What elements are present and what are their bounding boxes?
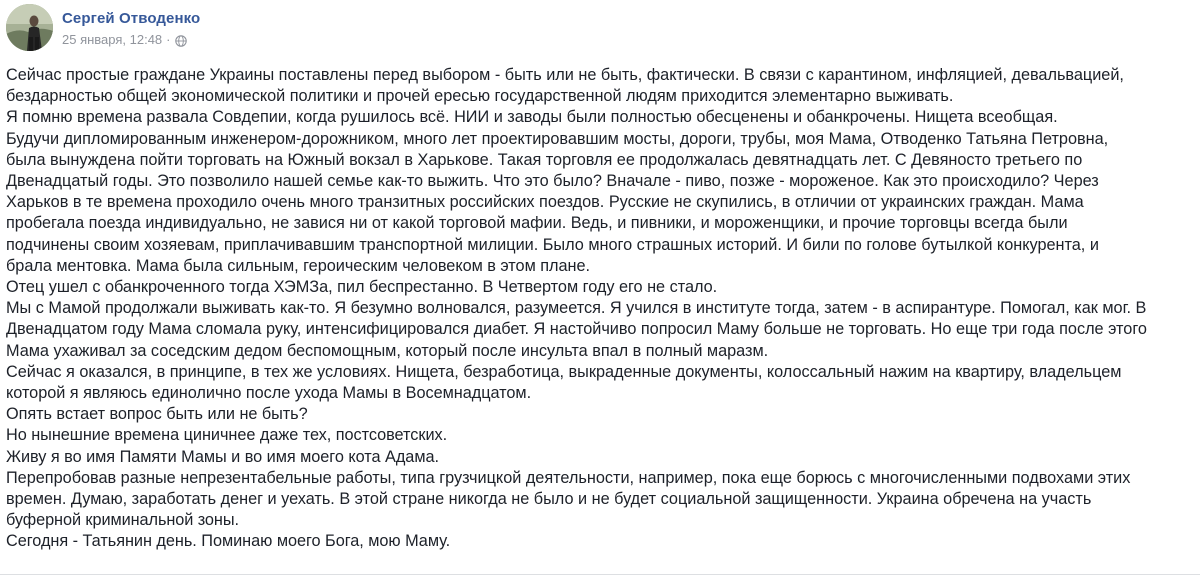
post-line: была вынуждена пойти торговать на Южный вокзал в Харькове. Такая торговля ее продолжалась девятнадцать лет. С Девяносто третьего по <box>6 150 1083 169</box>
post-line: пробегала поезда индивидуально, не завися ни от какой торговой мафии. Ведь, и пивники, и мороженщики, и прочие торговцы всегда были <box>6 214 1068 233</box>
post-line: брала ментовка. Мама была сильным, героическим человеком в этом плане. <box>6 256 591 275</box>
post-line: Двенадцатом году Мама сломала руку, интенсифицировался диабет. Я настойчиво попросил Маму больше не торговать. Но еще три года после этого <box>6 320 1147 339</box>
post-body <box>6 65 1196 553</box>
post-line: Мы с Мамой продолжали выживать как-то. Я безумно волновался, разумеется. Я учился в институте тогда, затем - в аспирантуре. Помогал, как мог. В <box>6 299 1147 318</box>
post-line: Живу я во имя Памяти Мамы и во имя моего кота Адама. <box>6 447 439 466</box>
post-line: Сейчас простые граждане Украины поставлены перед выбором - быть или не быть, фактически. В связи с карантином, инфляцией, девальвацией, <box>6 66 1124 84</box>
post-line: Отец ушел с обанкроченного тогда ХЭМЗа, пил беспрестанно. В Четвертом году его не стало. <box>6 278 718 297</box>
post-line: Перепробовав разные непрезентабельные работы, типа грузчицкой деятельности, например, пока еще борюсь с многочисленными подвохами этих <box>6 468 1131 487</box>
avatar-photo-icon <box>6 4 53 51</box>
post-line: подчинены своим хозяевам, приплачивавшим транспортной милиции. Было много страшных историй. И били по голове бутылкой конкурента, и <box>6 235 1099 254</box>
post-line: буферной криминальной зоны. <box>6 511 239 530</box>
post-timestamp[interactable]: 25 января, 12:48 <box>62 32 163 47</box>
post-line: Но нынешние времена циничнее даже тех, постсоветских. <box>6 426 448 445</box>
post-header <box>6 4 200 52</box>
post-line: которой я являюсь единолично после ухода Мамы в Восемнадцатом. <box>6 384 532 403</box>
globe-icon[interactable] <box>175 34 187 46</box>
post-line: Сейчас я оказался, в принципе, в тех же условиях. Нищета, безработица, выкраденные документы, колоссальный нажим на квартиру, владельцем <box>6 362 1122 381</box>
post-line: бездарностью общей экономической политики и прочей ересью государственной людям приходится элементарно выживать. <box>6 87 954 106</box>
post-line: Сегодня - Татьянин день. Поминаю моего Бога, мою Маму. <box>6 532 451 551</box>
meta-row <box>62 32 200 48</box>
post-line: Мама ухаживал за соседским дедом беспомощным, который после инсульта впал в полный маразм. <box>6 341 769 360</box>
post-divider <box>0 574 1200 575</box>
post-line: Харьков в те времена проходило очень много транзитных российских поездов. Русские не скупились, в отличии от украинских граждан. Мама <box>6 193 1084 212</box>
post-line: Двенадцатый годы. Это позволило нашей семье как-то выжить. Что это было? Вначале - пиво, позже - мороженое. Как это происходило? Через <box>6 172 1099 191</box>
author-name-link[interactable]: Сергей Отводенко <box>62 10 201 27</box>
meta-separator: · <box>166 32 171 47</box>
post-line: времен. Думаю, заработать денег и уехать. В этой стране никогда не было и не будет социальной защищенности. Украина обречена на участь <box>6 490 1092 509</box>
post-meta <box>62 4 200 48</box>
author-avatar[interactable] <box>6 4 53 51</box>
post-line: Я помню времена развала Совдепии, когда рушилось всё. НИИ и заводы были полностью обесценены и обанкрочены. Нищета всеобщая. <box>6 108 1058 127</box>
post-line: Будучи дипломированным инженером-дорожником, много лет проектировавшим мосты, дороги, трубы, моя Мама, Отводенко Татьяна Петровна, <box>6 129 1109 148</box>
post-line: Опять встает вопрос быть или не быть? <box>6 405 308 424</box>
